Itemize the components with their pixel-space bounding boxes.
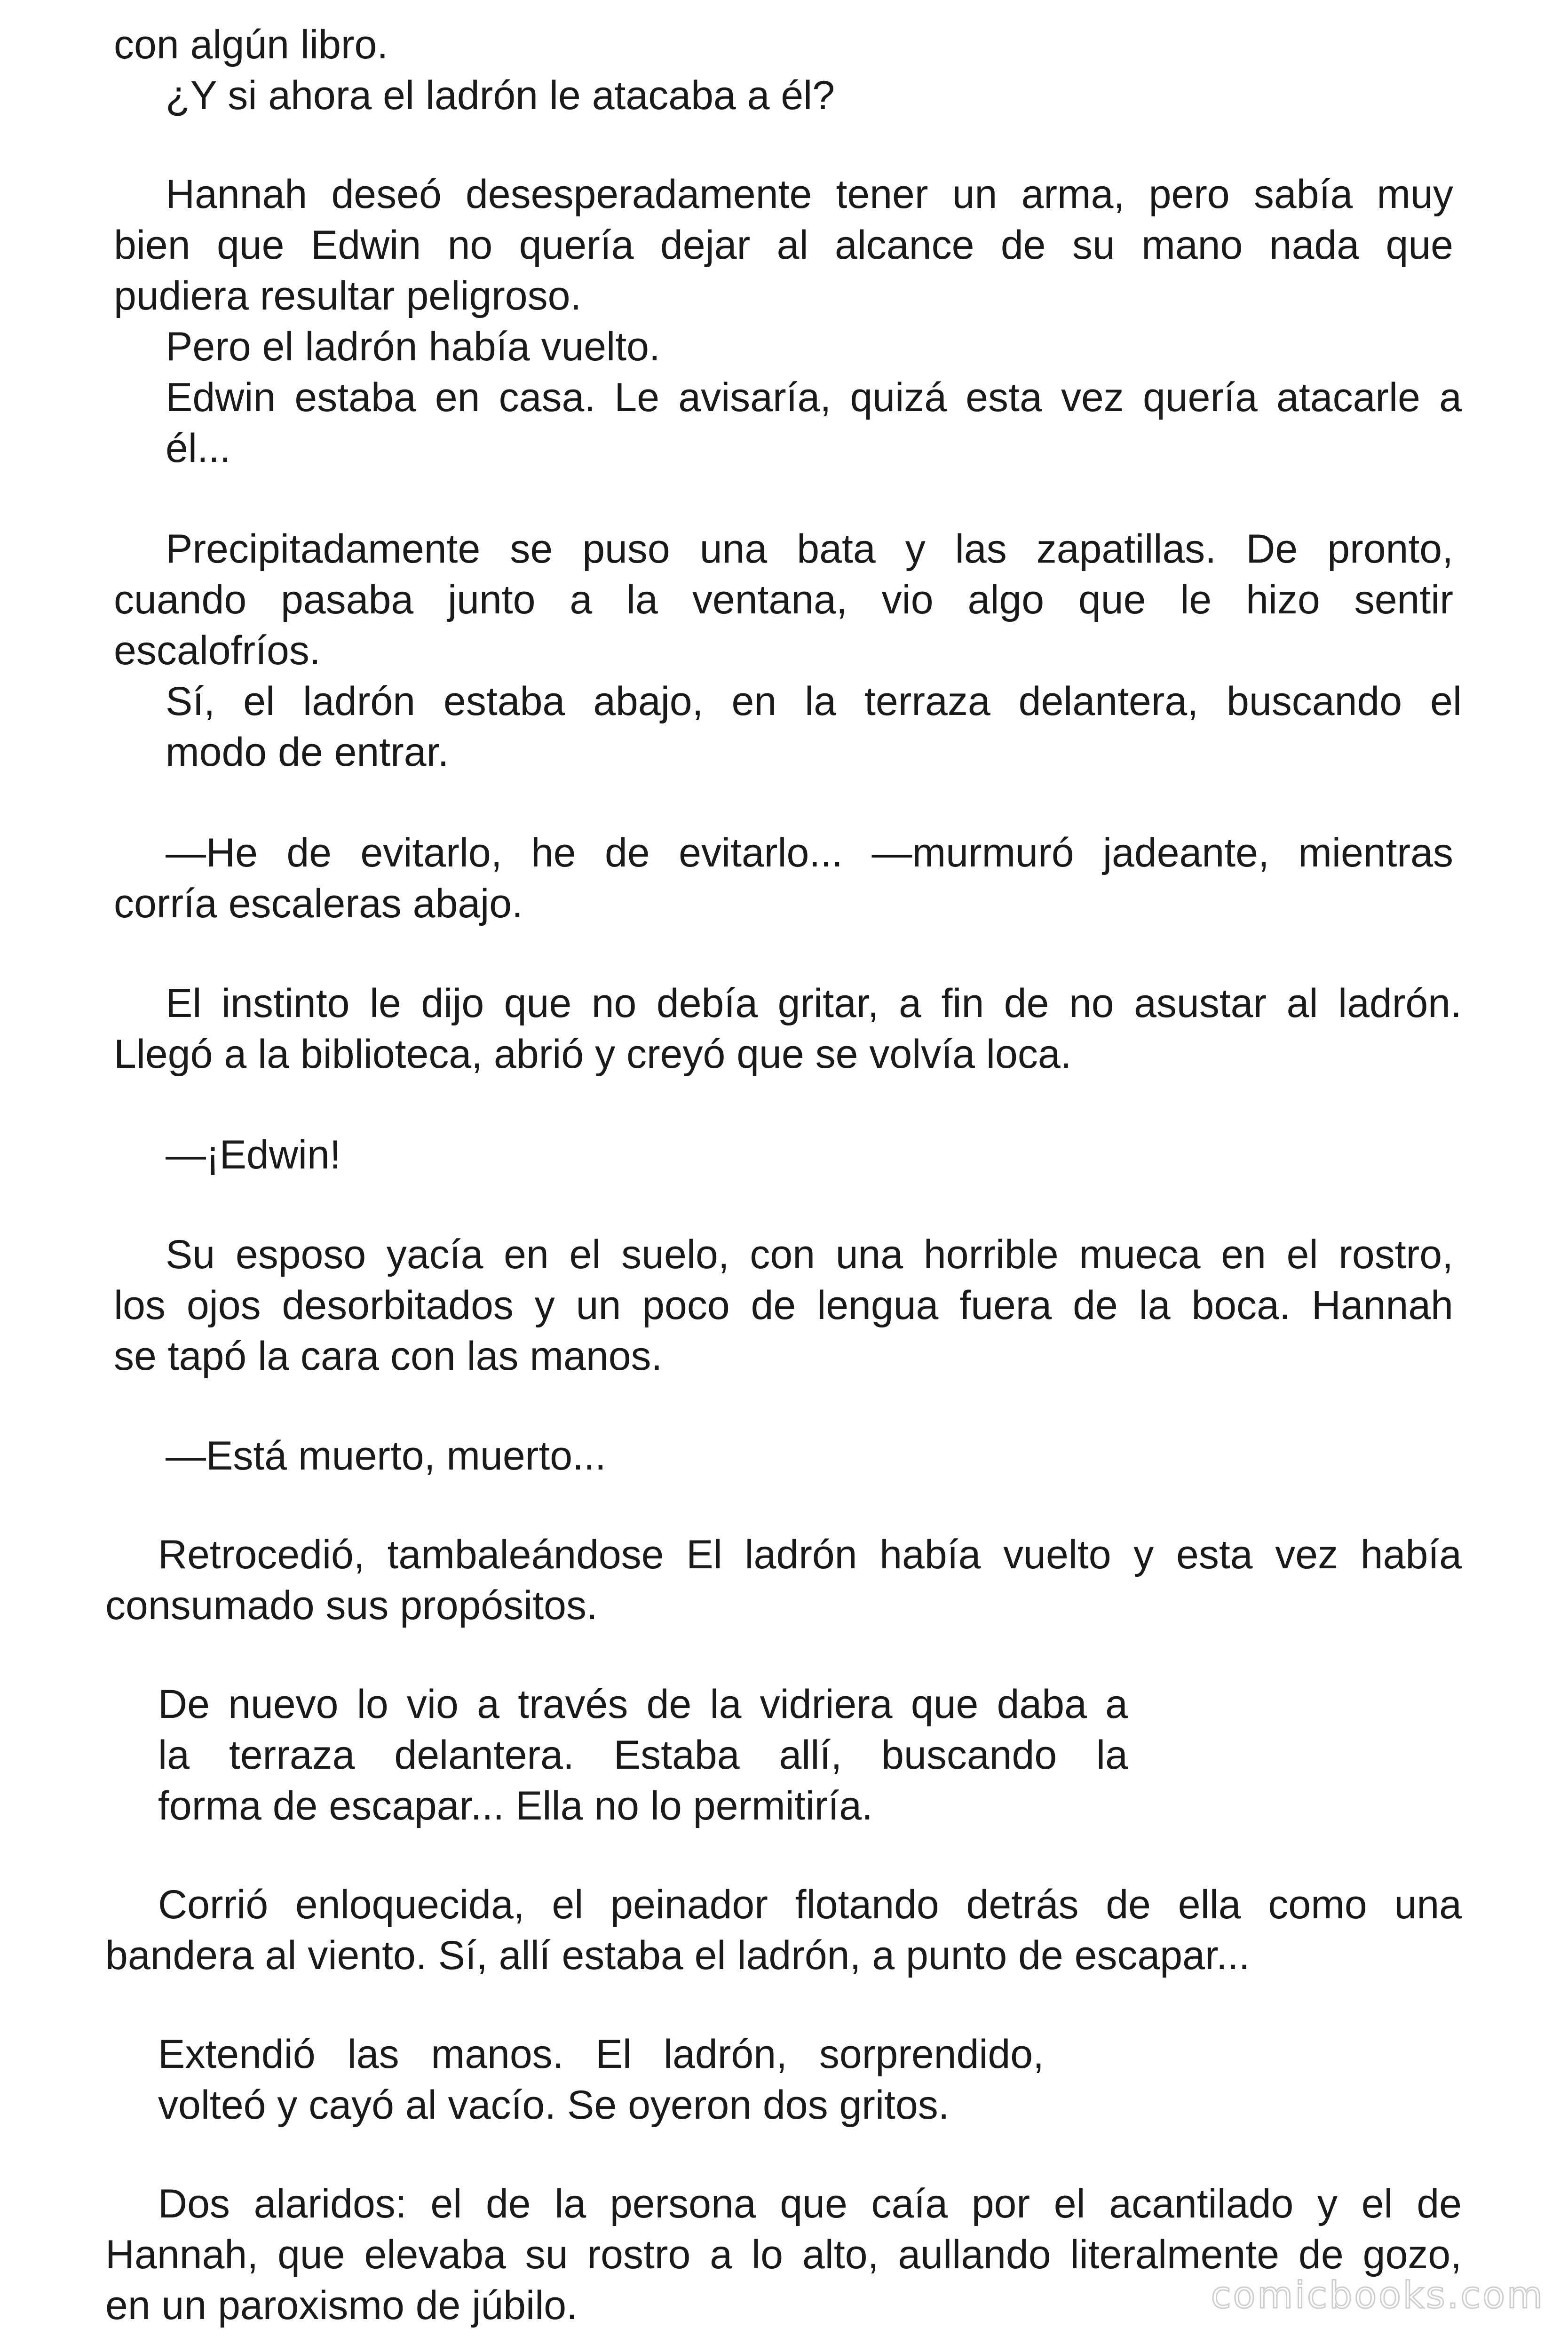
text-line: volteó y cayó al vacío. Se oyeron dos gritos.: [158, 2082, 950, 2128]
text-line: El instinto le dijo que no debía gritar, a fin de no asustar al ladrón.: [166, 981, 1462, 1026]
watermark-logo: comicbooks.com: [1211, 2274, 1544, 2317]
text-line: forma de escapar... Ella no lo permitiría.: [158, 1783, 873, 1828]
text-line: escalofríos.: [114, 628, 321, 673]
text-line: pudiera resultar peligroso.: [114, 273, 582, 318]
text-line: Retrocedió, tambaleándose El ladrón había vuelto y esta vez había: [158, 1532, 1462, 1577]
text-line: bien que Edwin no quería dejar al alcance de su mano nada que: [114, 222, 1453, 268]
text-line: bandera al viento. Sí, allí estaba el ladrón, a punto de escapar...: [105, 1933, 1250, 1978]
text-line: —Está muerto, muerto...: [166, 1433, 606, 1478]
text-line: Dos alaridos: el de la persona que caía por el acantilado y el de: [158, 2181, 1462, 2226]
text-line: los ojos desorbitados y un poco de lengua fuera de la boca. Hannah: [114, 1283, 1453, 1328]
text-line: con algún libro.: [114, 22, 388, 67]
text-line: Precipitadamente se puso una bata y las zapatillas. De pronto,: [166, 526, 1453, 572]
text-line: Su esposo yacía en el suelo, con una horrible mueca en el rostro,: [166, 1232, 1453, 1277]
text-line: Corrió enloquecida, el peinador flotando detrás de ella como una: [158, 1882, 1462, 1927]
text-line: De nuevo lo vio a través de la vidriera que daba a: [158, 1682, 1128, 1727]
text-line: Sí, el ladrón estaba abajo, en la terraza delantera, buscando el: [166, 679, 1462, 724]
text-line: —He de evitarlo, he de evitarlo... —murmuró jadeante, mientras: [166, 830, 1453, 875]
text-line: se tapó la cara con las manos.: [114, 1334, 663, 1379]
text-line: la terraza delantera. Estaba allí, buscando la: [158, 1732, 1128, 1778]
text-line: Hannah deseó desesperadamente tener un arma, pero sabía muy: [166, 172, 1453, 217]
text-line: ¿Y si ahora el ladrón le atacaba a él?: [166, 73, 835, 118]
text-line: cuando pasaba junto a la ventana, vio algo que le hizo sentir: [114, 577, 1453, 622]
text-line: Edwin estaba en casa. Le avisaría, quizá esta vez quería atacarle a: [166, 375, 1462, 420]
text-line: —¡Edwin!: [166, 1132, 341, 1177]
text-line: Pero el ladrón había vuelto.: [166, 324, 660, 369]
text-line: modo de entrar.: [166, 730, 449, 775]
text-line: él...: [166, 426, 231, 471]
text-line: corría escaleras abajo.: [114, 881, 523, 926]
text-line: Hannah, que elevaba su rostro a lo alto, aullando literalmente de gozo,: [105, 2232, 1462, 2277]
text-line: en un paroxismo de júbilo.: [105, 2283, 578, 2328]
text-line: consumado sus propósitos.: [105, 1583, 598, 1628]
text-line: Extendió las manos. El ladrón, sorprendido,: [158, 2032, 1044, 2077]
text-line: Llegó a la biblioteca, abrió y creyó que se volvía loca.: [114, 1032, 1072, 1077]
